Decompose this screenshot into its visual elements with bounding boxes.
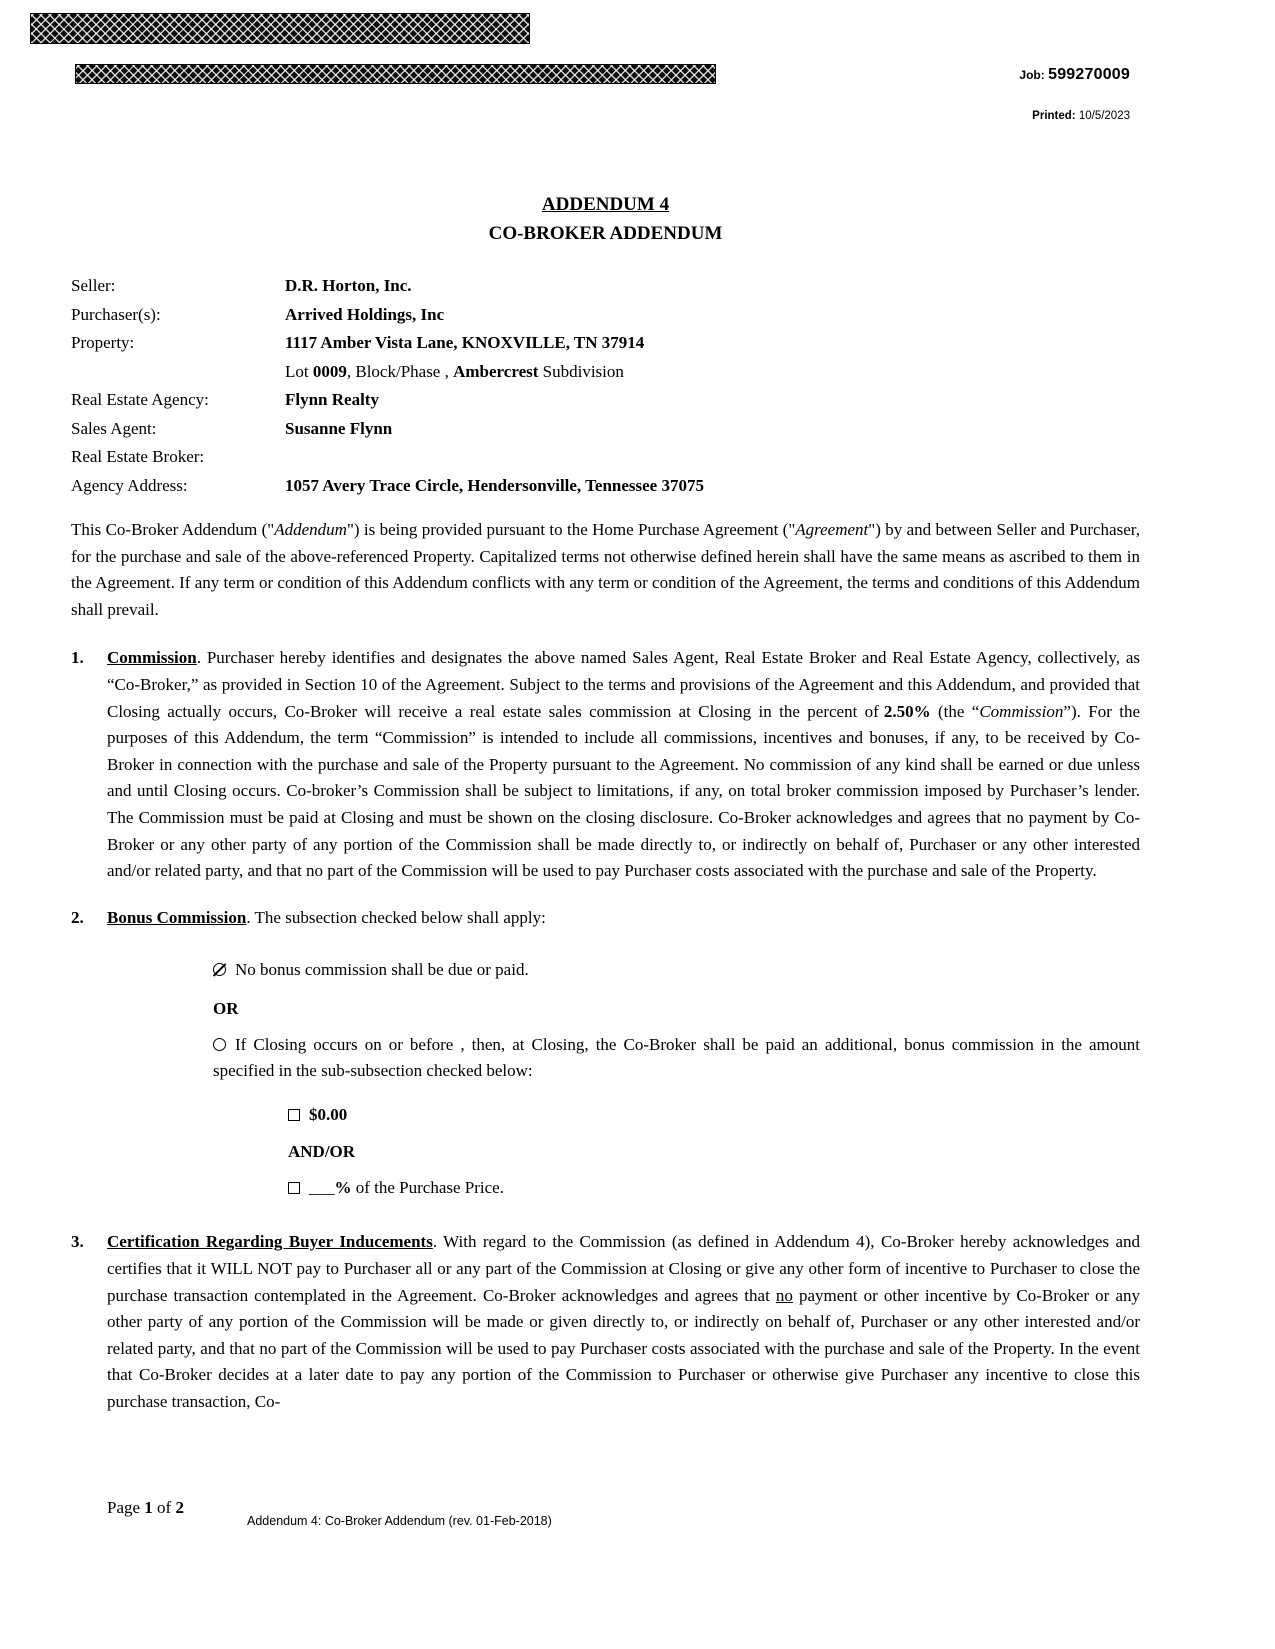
property-label: Property:	[71, 333, 135, 352]
section-3-seg2: payment or other incentive by Co-Broker or any other party of any portion of the Commission will be made or given directly to, or indirectly on behalf of, Purchaser or any other interested and/or related party, and that no part of the Commission will be used to pay Purchaser costs associated with the purchase and sale of the Property. In the event that Co-Broker decides at a later date to pay any portion of the Commission to Purchaser or otherwise give Purchaser any incentive to close this purchase transaction, Co-	[107, 1285, 1140, 1412]
broker-value	[285, 443, 1140, 472]
purchaser-label: Purchaser(s):	[71, 304, 161, 324]
page-total: 2	[175, 1498, 184, 1517]
section-2-intro-rest: . The subsection checked below shall apply:	[246, 907, 546, 927]
section-3-number: 3.	[71, 1232, 84, 1252]
subdivision-name: Ambercrest	[453, 361, 539, 381]
lot-label-spacer	[71, 358, 285, 387]
closing-bonus-radio[interactable]	[213, 1038, 226, 1051]
section-2-intro	[107, 905, 1140, 932]
section-2-number: 2.	[71, 907, 84, 927]
option-fixed-amount	[288, 1102, 1140, 1129]
intro-paragraph	[71, 517, 1140, 623]
document-title: ADDENDUM 4	[541, 194, 670, 215]
agency-address-value: 1057 Avery Trace Circle, Hendersonville, Tennessee 37075	[285, 475, 704, 495]
printed-date: 10/5/2023	[1078, 110, 1130, 122]
fixed-amount-label: $0.00	[309, 1104, 348, 1124]
fixed-amount-checkbox[interactable]	[288, 1109, 300, 1121]
subdivision-suffix: Subdivision	[538, 361, 624, 381]
lot-number: 0009	[312, 361, 347, 381]
commission-percent: 2.50%	[883, 701, 931, 721]
agency-value: Flynn Realty	[285, 390, 379, 409]
purchaser-value: Arrived Holdings, Inc	[285, 304, 445, 324]
lot-prefix: Lot	[285, 361, 313, 381]
andor-label: AND/OR	[288, 1142, 356, 1162]
section-bonus-commission	[71, 905, 1140, 1202]
percent-checkbox[interactable]	[288, 1182, 300, 1194]
percent-rest: of the Purchase Price.	[351, 1177, 504, 1197]
field-row-sales-agent	[71, 415, 1140, 444]
document-reference: Addendum 4: Co-Broker Addendum (rev. 01-Feb-2018)	[247, 1514, 552, 1528]
no-bonus-radio[interactable]	[213, 963, 226, 976]
section-commission	[71, 645, 1140, 884]
or-label: OR	[213, 998, 239, 1018]
property-value: 1117 Amber Vista Lane, KNOXVILLE, TN 37914	[285, 333, 645, 352]
sales-agent-value: Susanne Flynn	[285, 418, 393, 438]
page-number: 1	[144, 1498, 153, 1517]
field-row-purchaser	[71, 301, 1140, 330]
job-label: Job:	[1019, 68, 1045, 82]
section-2-body	[107, 905, 1140, 1202]
page-prefix: Page	[107, 1498, 145, 1517]
intro-agreement-term: Agreement	[795, 520, 869, 539]
section-2-heading: Bonus Commission	[107, 907, 247, 927]
broker-label: Real Estate Broker:	[71, 447, 205, 466]
option-closing-bonus	[213, 1032, 1140, 1085]
intro-seg5: ") by and between Seller and Purchaser, for the purchase and sale of the above-referenced Property. Capitalized terms not otherwise defined herein shall have the same means as ascribed to them in the Agreement. If any term or condition of this Addendum conflicts with any term or condition of the Agreement, the terms and conditions of this Addendum shall prevail.	[71, 520, 1140, 619]
agency-address-label: Agency Address:	[71, 475, 188, 495]
no-bonus-label: No bonus commission shall be due or paid.	[235, 960, 529, 980]
section-1-number: 1.	[71, 648, 84, 668]
section-3-body	[107, 1229, 1140, 1415]
section-certification	[71, 1229, 1140, 1415]
field-row-property	[71, 329, 1140, 358]
document-subtitle: CO-BROKER ADDENDUM	[488, 223, 723, 244]
section-3-heading: Certification Regarding Buyer Inducements	[107, 1232, 433, 1252]
intro-seg1: This Co-Broker Addendum ("	[71, 520, 275, 539]
lot-value	[285, 358, 1140, 387]
field-row-agency	[71, 386, 1140, 415]
closing-bonus-label: If Closing occurs on or before , then, at Closing, the Co-Broker shall be paid an additional, bonus commission in the amount specified in the sub-subsection checked below:	[213, 1034, 1140, 1081]
seller-label: Seller:	[71, 276, 116, 295]
section-1-seg3: ”). For the purposes of this Addendum, the term “Commission” is intended to include all commissions, incentives and bonuses, if any, to be received by Co-Broker in connection with the purchase and sale of the Property pursuant to the Agreement. No commission of any kind shall be earned or due unless and until Closing occurs. Co-broker’s Commission shall be subject to limitations, if any, on total broker commission imposed by Purchaser’s lender. The Commission must be paid at Closing and must be shown on the closing disclosure. Co-Broker acknowledges and agrees that no payment by Co-Broker or any other party of any portion of the Commission shall be made directly to, or indirectly on behalf of, Purchaser or any other interested and/or related party, and that no part of the Commission will be used to pay Purchaser costs associated with the purchase and sale of the Property.	[107, 701, 1140, 881]
seller-value: D.R. Horton, Inc.	[285, 276, 412, 295]
field-row-lot	[71, 358, 1140, 387]
lot-middle: , Block/Phase ,	[346, 361, 454, 381]
agency-label: Real Estate Agency:	[71, 390, 209, 409]
field-list	[71, 272, 1140, 500]
field-row-seller	[71, 272, 1140, 301]
printed-label: Printed:	[1032, 110, 1076, 122]
page-number-indicator	[107, 1498, 184, 1518]
intro-addendum-term: Addendum	[274, 520, 347, 539]
option-percent	[288, 1175, 1140, 1202]
section-1-seg1: . Purchaser hereby identifies and designates the above named Sales Agent, Real Estate Broker and Real Estate Agency, collectively, as “Co-Broker,” as provided in Section 10 of the Agreement. Subject to the terms and provisions of the Agreement and this Addendum, and provided that Closing actually occurs, Co-Broker will receive a real estate sales commission at Closing in the percent of	[107, 648, 1140, 721]
percent-blank: ___	[309, 1177, 335, 1197]
bonus-options	[213, 957, 1140, 1201]
field-row-agency-address	[71, 472, 1140, 501]
page-of: of	[152, 1498, 176, 1517]
intro-seg3: ") is being provided pursuant to the Home Purchase Agreement ("	[346, 520, 796, 539]
commission-term: Commission	[979, 701, 1064, 721]
section-3-seg1: . With regard to the Commission (as defined in Addendum 4), Co-Broker hereby acknowledges and certifies that it WILL NOT pay to Purchaser all or any part of the Commission at Closing or give any other form of incentive to Purchaser to close the purchase transaction contemplated in the Agreement. Co-Broker acknowledges and agrees that	[107, 1232, 1140, 1305]
bonus-amount-options	[288, 1102, 1140, 1202]
section-1-body	[107, 645, 1140, 884]
job-number: 599270009	[1048, 66, 1130, 83]
no-underlined: no	[775, 1285, 793, 1305]
section-1-seg2: (the “	[930, 701, 980, 721]
field-row-broker	[71, 443, 1140, 472]
sales-agent-label: Sales Agent:	[71, 418, 157, 438]
option-no-bonus	[213, 957, 1140, 984]
section-1-heading: Commission	[107, 648, 197, 668]
percent-sign: %	[334, 1177, 352, 1197]
